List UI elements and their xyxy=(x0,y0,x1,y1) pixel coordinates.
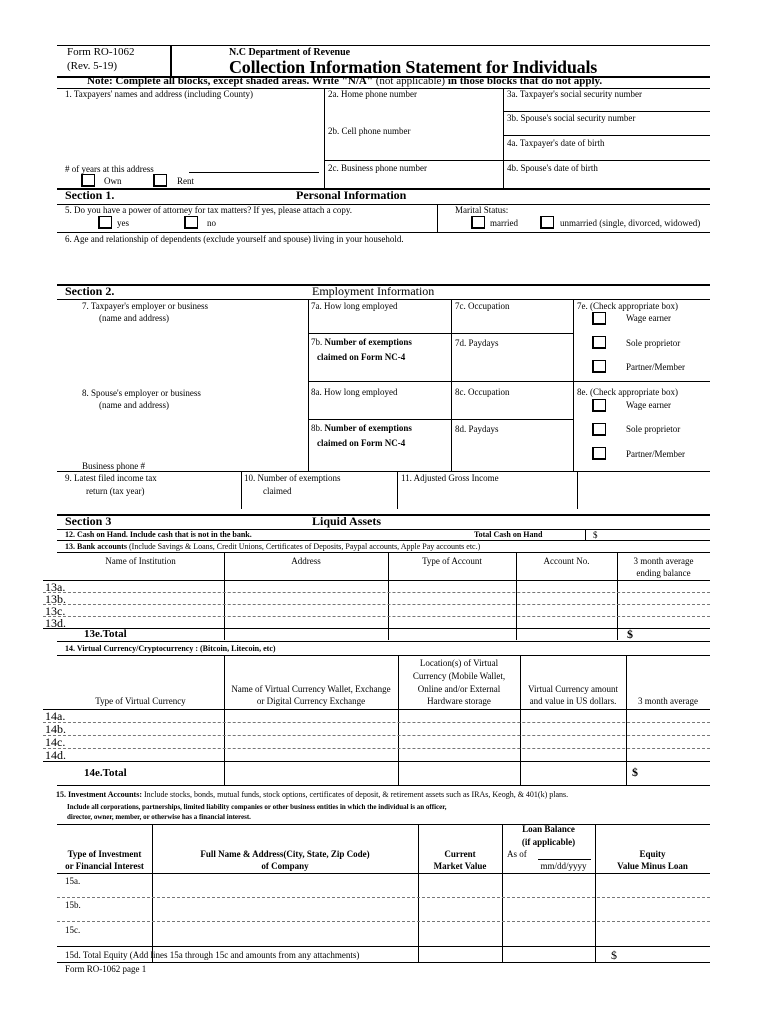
field-7e-label: 7e. (Check appropriate box) xyxy=(577,301,678,311)
revision: (Rev. 5-19) xyxy=(67,60,117,72)
form-note: Note: Complete all blocks, except shaded areas. Write "N/A" (not applicable) in those blocks that do not apply. xyxy=(87,75,603,87)
total-equity-dollar: $ xyxy=(611,948,617,962)
unmarried-checkbox[interactable] xyxy=(540,216,554,229)
vc-total-dollar: $ xyxy=(632,765,638,779)
cash-dollar-sign: $ xyxy=(593,530,598,540)
bank-col-ending: ending balance xyxy=(636,568,691,578)
vc-col-amount-2: and value in US dollars. xyxy=(529,696,617,706)
department: N.C Department of Revenue xyxy=(229,47,351,58)
married-label: married xyxy=(490,218,518,228)
field-7c-label: 7c. Occupation xyxy=(455,301,510,311)
field-9-label: 9. Latest filed income tax xyxy=(65,473,157,483)
table-row: 14c. xyxy=(45,735,66,749)
field-7b-label: 7b. Number of exemptions xyxy=(311,337,412,347)
bank-col-type: Type of Account xyxy=(422,556,482,566)
question-14: 14. Virtual Currency/Cryptocurrency : (Bitcoin, Litecoin, etc) xyxy=(65,644,276,653)
inv-col-type-2: or Financial Interest xyxy=(65,861,144,871)
bank-col-average: 3 month average xyxy=(633,556,694,566)
section-1-label: Section 1. xyxy=(65,188,115,202)
field-8d-label: 8d. Paydays xyxy=(455,424,499,434)
question-5: 5. Do you have a power of attorney for tax matters? If yes, please attach a copy. xyxy=(65,205,353,215)
vc-col-amount: Virtual Currency amount xyxy=(528,684,618,694)
question-15-note-2: director, owner, member, or otherwise has a financial interest. xyxy=(67,813,251,821)
inv-col-market: Current xyxy=(444,849,476,859)
vc-col-average: 3 month average xyxy=(638,696,698,706)
total-cash-label: Total Cash on Hand xyxy=(474,530,543,539)
bank-total-dollar: $ xyxy=(627,627,633,641)
field-7-label: 7. Taxpayer's employer or business xyxy=(82,301,209,311)
section-2-label: Section 2. xyxy=(65,284,115,298)
bank-total-label: 13e.Total xyxy=(84,628,127,640)
field-8a-label: 8a. How long employed xyxy=(311,387,398,397)
field-4b-label: 4b. Spouse's date of birth xyxy=(507,163,598,173)
field-8-sublabel: (name and address) xyxy=(99,400,169,410)
own-label: Own xyxy=(104,176,122,186)
field-7b-sublabel: claimed on Form NC-4 xyxy=(317,352,406,362)
form-number: Form RO-1062 xyxy=(67,46,135,58)
vc-total-label: 14e.Total xyxy=(84,767,127,779)
wage-earner-label: Wage earner xyxy=(626,313,671,323)
unmarried-label: unmarried (single, divorced, widowed) xyxy=(560,218,701,228)
table-row: 14a. xyxy=(45,709,66,723)
vc-col-location-4: Hardware storage xyxy=(427,696,491,706)
field-1-label: 1. Taxpayers' names and address (including County) xyxy=(65,89,254,99)
footer-page: Form RO-1062 page 1 xyxy=(65,964,147,974)
table-row: 13d. xyxy=(45,616,66,630)
partner-7-checkbox[interactable] xyxy=(592,360,606,373)
question-12: 12. Cash on Hand. Include cash that is not in the bank. xyxy=(65,530,252,539)
married-checkbox[interactable] xyxy=(471,216,485,229)
inv-col-type: Type of Investment xyxy=(67,849,142,859)
inv-col-loan: Loan Balance xyxy=(522,824,575,834)
inv-col-as-of: As of xyxy=(507,849,527,859)
poa-yes-checkbox[interactable] xyxy=(98,216,112,229)
inv-col-company: Full Name & Address(City, State, Zip Code) xyxy=(200,849,370,859)
vc-col-location: Location(s) of Virtual xyxy=(419,658,499,668)
own-checkbox[interactable] xyxy=(81,174,95,187)
table-row: 13c. xyxy=(45,604,66,618)
sole-proprietor-7-checkbox[interactable] xyxy=(592,336,606,349)
field-2b-label: 2b. Cell phone number xyxy=(328,126,411,136)
inv-col-equity-2: Value Minus Loan xyxy=(617,861,688,871)
bank-col-address: Address xyxy=(291,556,321,566)
section-3-title: Liquid Assets xyxy=(312,514,382,528)
field-8b-label: 8b. Number of exemptions xyxy=(311,423,412,433)
partner-label: Partner/Member xyxy=(626,362,685,372)
table-row: 13a. xyxy=(45,580,66,594)
partner-8-checkbox[interactable] xyxy=(592,447,606,460)
table-row: 15b. xyxy=(65,900,81,910)
rent-checkbox[interactable] xyxy=(153,174,167,187)
field-8c-label: 8c. Occupation xyxy=(455,387,510,397)
field-4a-label: 4a. Taxpayer's date of birth xyxy=(507,138,605,148)
total-equity-label: 15d. Total Equity (Add lines 15a through 15c and amounts from any attachments) xyxy=(65,950,360,960)
wage-earner-7-checkbox[interactable] xyxy=(592,312,606,325)
field-11-label: 11. Adjusted Gross Income xyxy=(401,473,499,483)
vc-col-wallet: Name of Virtual Currency Wallet, Exchange xyxy=(231,684,391,694)
table-row: 15c. xyxy=(65,925,81,935)
inv-col-market-2: Market Value xyxy=(433,861,487,871)
section-1-title: Personal Information xyxy=(296,188,407,202)
section-3-label: Section 3 xyxy=(65,514,112,528)
vc-col-wallet-2: or Digital Currency Exchange xyxy=(256,696,366,706)
table-row: 14d. xyxy=(45,748,66,762)
rent-label: Rent xyxy=(177,176,194,186)
question-15-note: Include all corporations, partnerships, limited liability companies or other business entities in which the individual is an officer, xyxy=(67,803,447,811)
sole-proprietor-label: Sole proprietor xyxy=(626,338,681,348)
inv-col-date-format: mm/dd/yyyy xyxy=(540,861,587,871)
field-9-sublabel: return (tax year) xyxy=(86,486,145,496)
vc-col-location-2: Currency (Mobile Wallet, xyxy=(412,671,506,681)
sole-proprietor-8-label: Sole proprietor xyxy=(626,424,681,434)
section-2-title: Employment Information xyxy=(312,284,435,298)
yes-label: yes xyxy=(117,218,129,228)
vc-col-type: Type of Virtual Currency xyxy=(95,696,186,706)
no-label: no xyxy=(207,218,216,228)
field-8-label: 8. Spouse's employer or business xyxy=(82,388,201,398)
years-at-address-label: # of years at this address xyxy=(65,164,154,174)
wage-earner-8-checkbox[interactable] xyxy=(592,399,606,412)
question-15: 15. Investment Accounts: Include stocks, bonds, mutual funds, stock options, certificates of deposit, & retirement assets such as IRAs, Keogh, & 401(k) plans. xyxy=(56,790,569,799)
question-13: 13. Bank accounts (Include Savings & Loans, Credit Unions, Certificates of Deposits, Paypal accounts, Apple Pay accounts etc.) xyxy=(65,542,481,551)
bank-col-institution: Name of Institution xyxy=(105,556,176,566)
field-7-sublabel: (name and address) xyxy=(99,313,169,323)
field-8b-sublabel: claimed on Form NC-4 xyxy=(317,438,406,448)
field-7a-label: 7a. How long employed xyxy=(311,301,398,311)
field-2c-label: 2c. Business phone number xyxy=(328,163,427,173)
inv-col-company-2: of Company xyxy=(261,861,309,871)
inv-col-equity: Equity xyxy=(639,849,666,859)
field-7d-label: 7d. Paydays xyxy=(455,338,499,348)
bank-col-account-no: Account No. xyxy=(543,556,590,566)
vc-col-location-3: Online and/or External xyxy=(417,684,501,694)
field-3b-label: 3b. Spouse's social security number xyxy=(507,113,636,123)
table-row: 15a. xyxy=(65,876,81,886)
inv-col-loan-2: (if applicable) xyxy=(521,837,576,847)
field-3a-label: 3a. Taxpayer's social security number xyxy=(507,89,643,99)
wage-earner-8-label: Wage earner xyxy=(626,400,671,410)
page-title: Collection Information Statement for Individuals xyxy=(229,57,598,77)
field-2a-label: 2a. Home phone number xyxy=(328,89,417,99)
table-row: 13b. xyxy=(45,592,66,606)
sole-proprietor-8-checkbox[interactable] xyxy=(592,423,606,436)
business-phone-label: Business phone # xyxy=(82,461,145,471)
question-6: 6. Age and relationship of dependents (exclude yourself and spouse) living in your household. xyxy=(65,234,404,244)
marital-status-label: Marital Status: xyxy=(455,205,509,215)
field-8e-label: 8e. (Check appropriate box) xyxy=(577,387,678,397)
partner-8-label: Partner/Member xyxy=(626,449,685,459)
field-10-sublabel: claimed xyxy=(263,486,292,496)
field-10-label: 10. Number of exemptions xyxy=(244,473,341,483)
poa-no-checkbox[interactable] xyxy=(184,216,198,229)
table-row: 14b. xyxy=(45,722,66,736)
